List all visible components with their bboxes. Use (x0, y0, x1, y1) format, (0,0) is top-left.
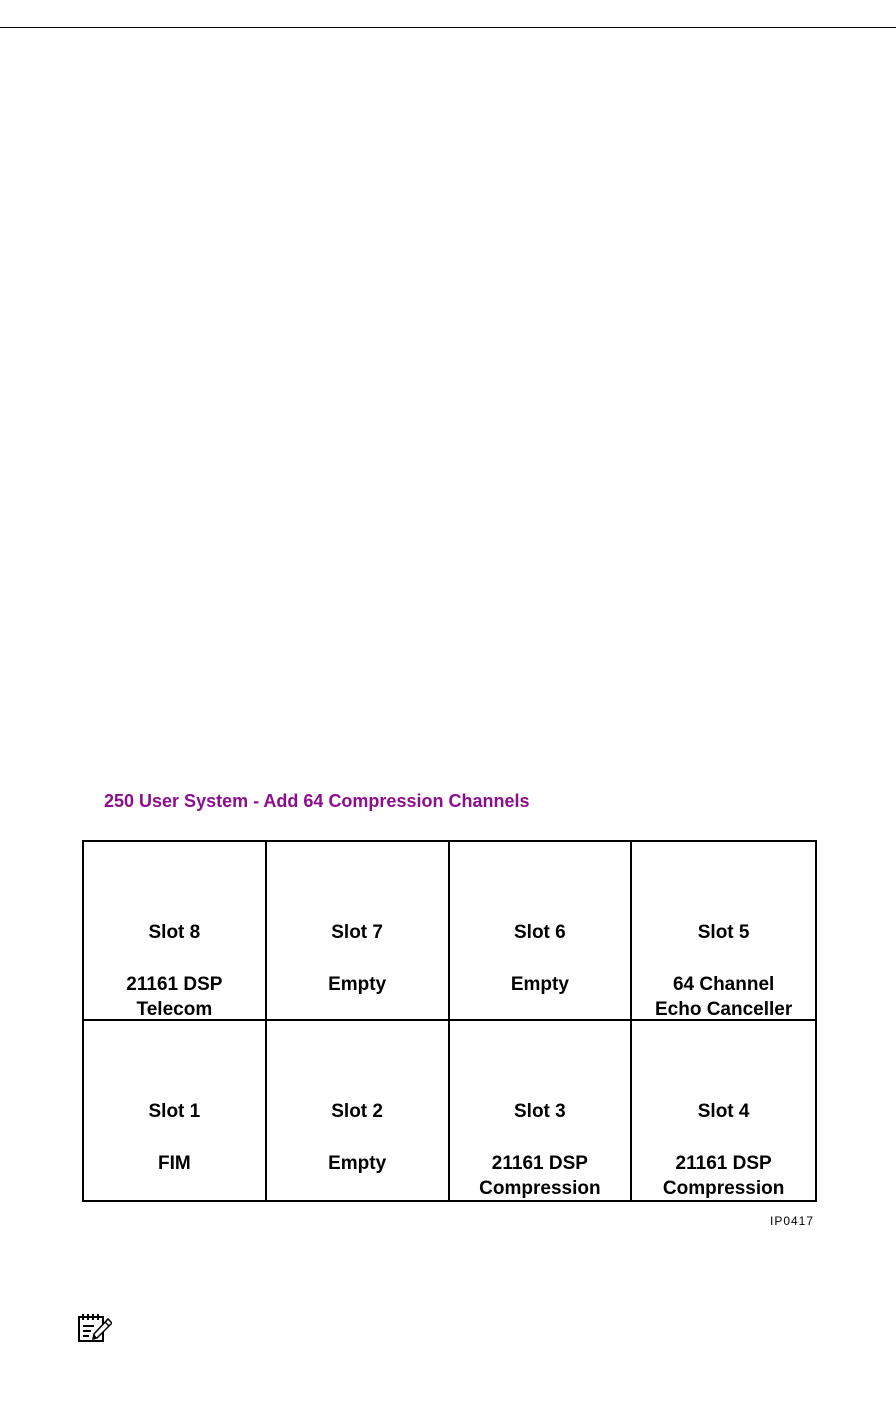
slot-content: 21161 DSP Compression (662, 1153, 785, 1199)
slot-cell-slot-2 (267, 1021, 450, 1200)
slot-diagram (82, 840, 817, 1202)
slot-cell-slot-6 (450, 842, 633, 1021)
slot-cell-slot-1 (84, 1021, 267, 1200)
slot-name: Slot 8 (148, 922, 201, 943)
slot-content: Empty (328, 1153, 387, 1174)
slot-name: Slot 3 (514, 1101, 566, 1122)
slot-content: FIM (158, 1153, 191, 1174)
slot-cell-slot-7 (267, 842, 450, 1021)
slot-cell-slot-3 (450, 1021, 633, 1200)
slot-content: 21161 DSP Compression (479, 1153, 601, 1199)
slot-cell-slot-4 (632, 1021, 815, 1200)
slot-cell-slot-5 (632, 842, 815, 1021)
slot-content: Empty (510, 974, 569, 995)
figure-title: 250 User System - Add 64 Compression Channels (104, 791, 530, 811)
slot-name: Slot 2 (331, 1101, 383, 1122)
slot-content: Empty (328, 974, 387, 995)
slot-name: Slot 7 (331, 922, 383, 943)
slot-name: Slot 6 (514, 922, 566, 943)
slot-name: Slot 4 (697, 1101, 750, 1122)
slot-name: Slot 5 (697, 922, 750, 943)
note-pencil-icon (78, 1313, 112, 1343)
slot-content: 64 Channel Echo Canceller (654, 974, 793, 1020)
header-rule (0, 27, 896, 28)
slot-name: Slot 1 (148, 1101, 201, 1122)
slot-content: 21161 DSP Telecom (126, 974, 223, 1020)
figure-id: IP0417 (770, 1214, 815, 1228)
slot-cell-slot-8 (84, 842, 267, 1021)
